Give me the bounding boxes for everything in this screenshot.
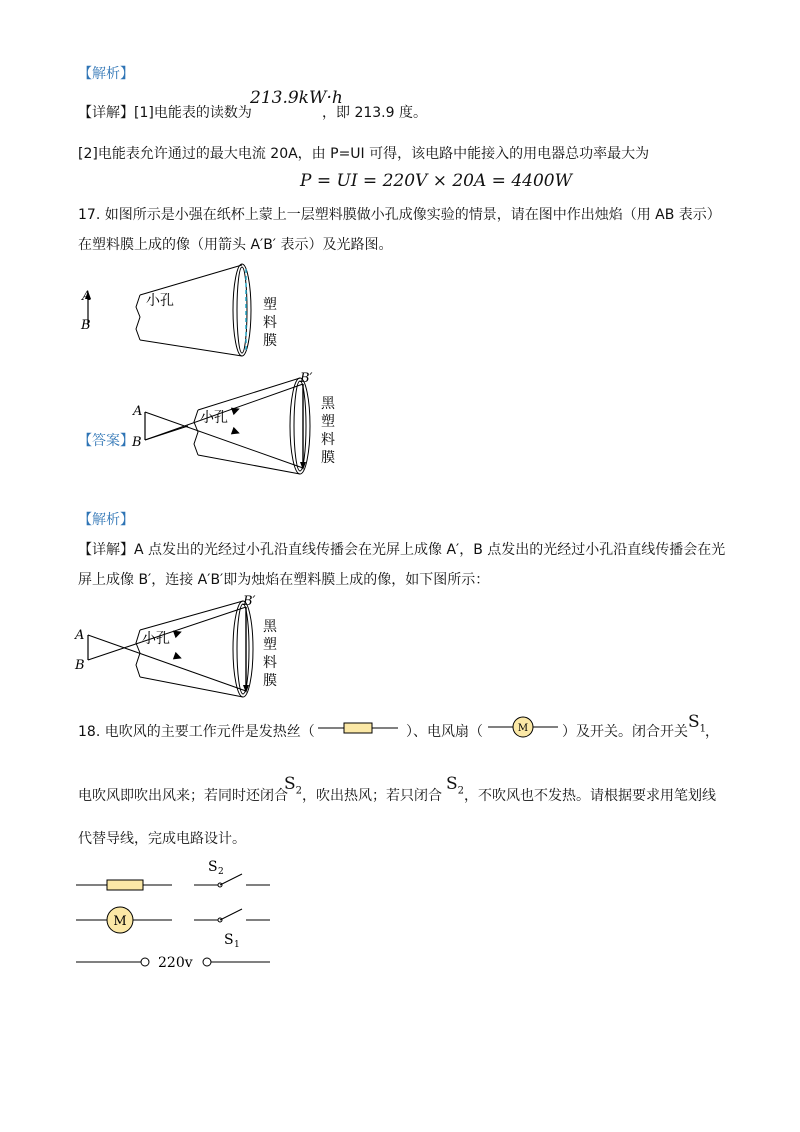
cup-rim-inner [294,381,306,471]
label-bprime: B′ [243,595,256,609]
q16-detail-line1 [78,103,252,123]
s2-label: $S_2$ [284,774,303,797]
ray-b-seg [145,426,188,440]
film-char-3: 料 [321,432,335,448]
cup-bottom [136,630,140,677]
label-a: A [75,628,85,643]
label-b: B [81,318,91,333]
fan-symbol [488,713,558,741]
ray-arrow-1 [173,652,183,662]
cup-bottom-edge [140,340,242,356]
q18-line2a: 电吹风即吹出风来；若同时还闭合 [78,788,288,804]
q18-line2b: ，吹出热风；若只闭合 [302,788,442,804]
analysis-figure [70,595,290,705]
cup-bottom [194,410,198,455]
detail-text: [1]电能表的读数为 [134,105,252,121]
label-b: B [75,658,85,673]
cup-top-edge [198,378,300,410]
film-char-1: 塑 [263,297,277,313]
analysis-tag: 【解析】 [78,66,134,82]
analysis-tag-2: 【解析】 [78,512,134,528]
resistor-icon [107,880,143,890]
film-char-1: 黑 [321,396,335,412]
circuit-diagram [70,850,290,980]
heater-symbol [318,718,398,738]
cup-bottom-edge [198,455,300,474]
motor-letter: M [517,723,529,734]
film-char-4: 膜 [263,673,277,689]
s1-label: $S_1$ [688,712,707,735]
q18-line1c: ）及开关。闭合开关 [562,724,688,740]
comma: ， [705,724,719,740]
meter-reading: 213.9kW·h [250,88,343,108]
terminal-left [141,958,149,966]
power-formula: P = UI = 220V × 20A = 4400W [300,171,573,191]
motor-letter: M [113,914,127,929]
film-char-4: 膜 [321,450,335,466]
hole-label: 小孔 [142,631,170,647]
voltage-label: 220v [158,955,193,971]
film-char-2: 塑 [263,637,277,653]
detail-prefix: 【详解】 [78,105,134,121]
q16-detail-line2: [2]电能表允许通过的最大电流 20A，由 P=UI 可得，该电路中能接入的用电器总功率最大为 [78,146,650,162]
label-bprime: B′ [300,371,313,386]
q17-detail-line2: 屏上成像 B′，连接 A′B′即为烛焰在塑料膜上成的像，如下图所示： [78,572,490,588]
q17-question-line2: 在塑料膜上成的像（用箭头 A′B′ 表示）及光路图。 [78,237,393,253]
s2-label-2: $S_2$ [446,774,465,797]
cup-bottom [136,295,140,340]
answer-tag: 【答案】 [78,433,134,449]
film-char-3: 膜 [263,333,277,349]
label-a: A [133,404,143,419]
label-b: B [132,435,142,450]
terminal-right [203,958,211,966]
film-char-3: 料 [263,655,277,671]
detail-prefix: 【详解】 [78,542,134,558]
s1-sub: 1 [234,940,240,950]
cup-rim-outer [290,378,310,474]
cup-bottom-edge [140,677,243,697]
cup-rim-inner [237,604,249,694]
cup-rim-outer [233,601,253,697]
q18-line2c: ，不吹风也不发热。请根据要求用笔划线 [464,788,716,804]
label-a: A [82,289,92,304]
cup-rim-outer [233,264,251,356]
film-char-2: 塑 [321,414,335,430]
s1-lever [220,909,242,920]
q18-line1b: ）、电风扇（ [406,724,483,740]
q17-detail-line1 [78,540,725,560]
ray-arrow-1 [231,427,241,437]
pinhole-figure [70,255,300,365]
answer-figure [128,370,348,480]
film-char-2: 料 [263,315,277,331]
hole-label: 小孔 [200,410,228,426]
s1-text: S [224,932,234,948]
cup-top-edge [140,265,242,295]
q18-line3: 代替导线，完成电路设计。 [78,831,246,847]
s2-sub: 2 [218,867,224,877]
s2-text: S [208,859,218,875]
q17-question-line1: 17. 如图所示是小强在纸杯上蒙上一层塑料膜做小孔成像实验的情景，请在图中作出烛焰（用 AB 表示） [78,207,721,223]
q16-detail-line1-end: ，即 213.9 度。 [322,105,427,121]
q18-line1a: 18. 电吹风的主要工作元件是发热丝（ [78,724,315,740]
detail-text: A 点发出的光经过小孔沿直线传播会在光屏上成像 A′，B 点发出的光经过小孔沿直线传播会在光 [134,542,726,558]
film-char-1: 黑 [263,619,277,635]
resistor-icon [344,723,372,733]
hole-label: 小孔 [146,293,174,309]
